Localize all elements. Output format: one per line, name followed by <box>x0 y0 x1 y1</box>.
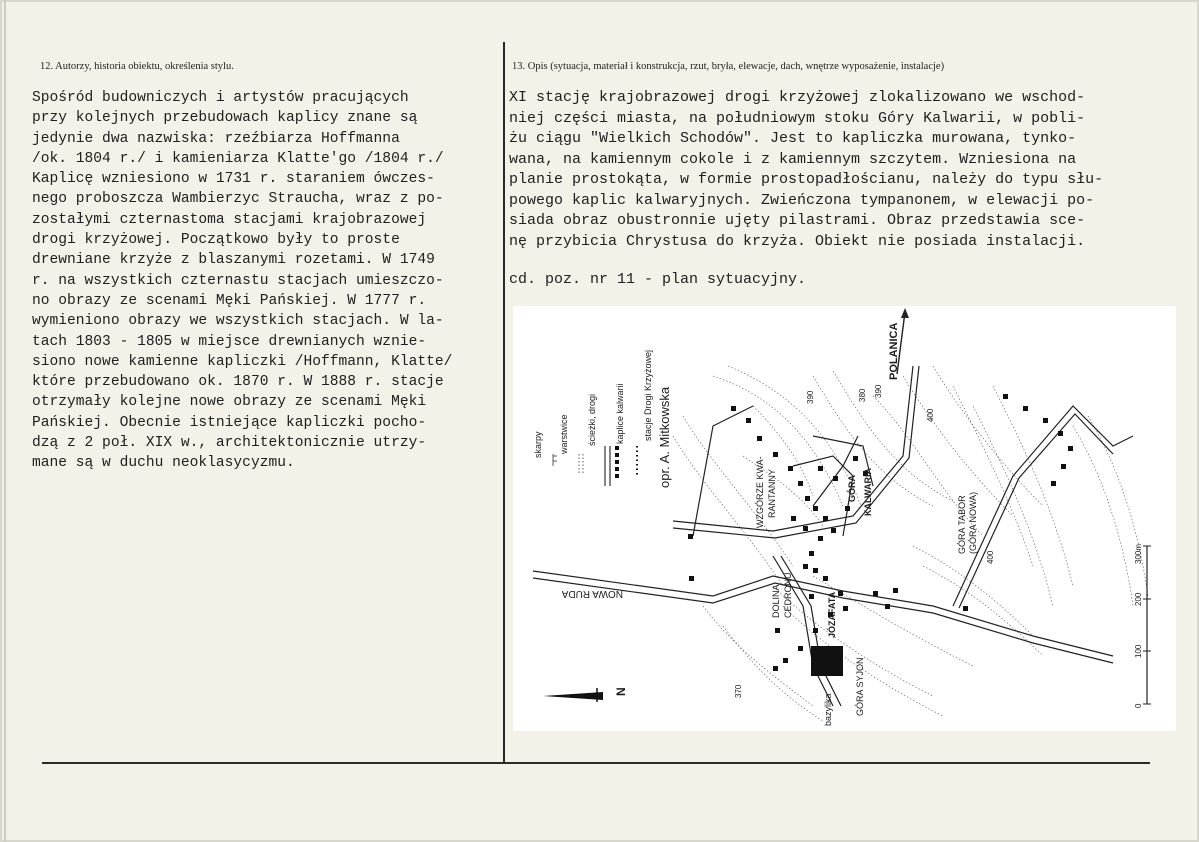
section-12-text-line: które przebudowano ok. 1870 r. W 1888 r. stacje <box>32 374 444 391</box>
section-13-text-line: nę przybicia Chrystusa do krzyża. Obiekt nie posiada instalacji. <box>509 232 1086 250</box>
section-12-text <box>32 88 452 474</box>
section-12-text-line: /ok. 1804 r./ i kamieniarza Klatte'go /1804 r./ <box>32 150 444 167</box>
section-13-text-line: żu ciągu "Wielkich Schodów". Jest to kapliczka murowana, tynko- <box>509 130 1077 147</box>
section-12-text-line: przy kolejnych przebudowach kaplicy znane są <box>32 110 418 127</box>
section-13-text <box>509 88 1103 252</box>
svg-text:skarpy: skarpy <box>533 431 543 458</box>
svg-text:POLANICA: POLANICA <box>888 322 900 380</box>
svg-text:N: N <box>614 687 628 696</box>
section-12-text-line: siono nowe kamienne kapliczki /Hoffmann, Klatte/ <box>32 353 453 370</box>
section-12-text-line: jedynie dwa nazwiska: rzeźbiarza Hoffmanna <box>32 130 400 147</box>
section-12-text-line: wymieniono obrazy we wszystkich stacjach. W la- <box>32 313 444 330</box>
svg-text:GÓRA: GÓRA <box>847 475 857 502</box>
svg-text:CEDRONU: CEDRONU <box>783 572 793 618</box>
contour-lines <box>673 366 1148 721</box>
svg-text:DOLINA: DOLINA <box>771 584 781 618</box>
svg-text:stacje Drogi Krzyżowej: stacje Drogi Krzyżowej <box>643 349 653 441</box>
section-12-text-line: otrzymały kolejne nowe obrazy ze scenami Męki <box>32 394 427 411</box>
site-plan-map <box>513 306 1176 731</box>
section-12-text-line: zostałymi czternastoma stacjami krajobrazowej <box>32 211 427 228</box>
svg-text:WZGÓRZE KWA-: WZGÓRZE KWA- <box>755 456 765 528</box>
section-12-text-line: r. na wszystkich czternastu stacjach umieszczo- <box>32 272 444 289</box>
svg-text:300m: 300m <box>1134 543 1143 564</box>
svg-text:400: 400 <box>926 408 935 422</box>
svg-text:RANTANNY: RANTANNY <box>767 469 777 518</box>
section-13-text-line: siada obraz obustronnie ujęty pilastrami. Obraz przedstawia sce- <box>509 212 1086 229</box>
svg-text:GÓRA TABOR: GÓRA TABOR <box>957 495 967 554</box>
svg-text:opr. A. Mitkowska: opr. A. Mitkowska <box>657 386 672 488</box>
svg-text:400: 400 <box>986 550 995 564</box>
bottom-rule <box>42 762 1150 764</box>
section-12-text-line: dzą z 2 poł. XIX w., architektonicznie utrzy- <box>32 435 427 452</box>
svg-text:kaplice kalwarii: kaplice kalwarii <box>615 383 625 444</box>
map-reference-note: cd. poz. nr 11 - plan sytuacyjny. <box>509 271 807 288</box>
svg-text:390: 390 <box>806 390 815 404</box>
section-13-text-line: wana, na kamiennym cokole i z kamiennym szczytem. Wzniesiona na <box>509 150 1077 168</box>
section-12-text-line: tach 1803 - 1805 w miejsce drewnianych wznie- <box>32 333 427 350</box>
section-12-text-line: drewniane krzyże z blaszanymi rozetami. W 1749 <box>32 252 435 269</box>
svg-text:390: 390 <box>874 384 883 398</box>
section-12-text-line: no obrazy ze scenami Męki Pańskiej. W 1777 r. <box>32 292 427 309</box>
section-12-text-line: Kaplicę wzniesiono w 1731 r. staraniem ówczes- <box>32 171 435 188</box>
svg-text:380: 380 <box>858 388 867 402</box>
svg-text:100: 100 <box>1134 644 1143 658</box>
svg-text:JÓZAFATA: JÓZAFATA <box>827 591 837 638</box>
section-13-text-line: XI stację krajobrazowej drogi krzyżowej zlokalizowano we wschod- <box>509 89 1086 106</box>
card-edge <box>4 0 6 842</box>
section-12-text-line: nego proboszcza Wambierzyc Straucha, wraz z po- <box>32 191 444 208</box>
svg-text:370: 370 <box>734 684 743 698</box>
section-13-heading: 13. Opis (sytuacja, materiał i konstrukcja, rzut, bryła, elewacje, dach, wnętrze wyposażenie, instalacje) <box>512 61 945 72</box>
section-13-text-line: niej części miasta, na południowym stoku Góry Kalwarii, w pobli- <box>509 109 1086 127</box>
section-12-text-line: Pańskiej. Obecnie istniejące kapliczki pocho- <box>32 414 427 431</box>
section-12-text-line: mane są w duchu neoklasycyzmu. <box>32 455 295 472</box>
section-12-text-line: Spośród budowniczych i artystów pracujących <box>32 90 409 106</box>
svg-text:0: 0 <box>1134 703 1143 708</box>
svg-text:bazylika: bazylika <box>823 693 833 726</box>
svg-text:ścieżki, drogi: ścieżki, drogi <box>587 393 597 446</box>
svg-text:(GÓRA NOWA): (GÓRA NOWA) <box>968 491 978 554</box>
svg-text:NOWA RUDA: NOWA RUDA <box>561 588 623 599</box>
north-arrow <box>543 688 603 702</box>
column-divider <box>503 42 505 762</box>
svg-text:KALWARIA: KALWARIA <box>863 468 873 516</box>
section-12-heading: 12. Autorzy, historia obiektu, określenia stylu. <box>40 61 234 72</box>
svg-text:GÓRA SYJON: GÓRA SYJON <box>855 657 865 716</box>
svg-text:warstwice: warstwice <box>559 414 569 454</box>
svg-text:200: 200 <box>1134 592 1143 606</box>
section-13-text-line: powego kaplic kalwaryjnych. Zwieńczona tympanonem, w elewacji po- <box>509 191 1095 209</box>
station-markers <box>688 394 1073 671</box>
basilica-block <box>811 646 843 676</box>
section-13-text-line: planie prostokąta, w formie prostopadłościanu, należy do typu słu- <box>509 171 1104 188</box>
scale-bar <box>1143 546 1151 704</box>
section-12-text-line: drogi krzyżowej. Początkowo były to proste <box>32 232 400 249</box>
site-plan-svg <box>513 306 1176 731</box>
